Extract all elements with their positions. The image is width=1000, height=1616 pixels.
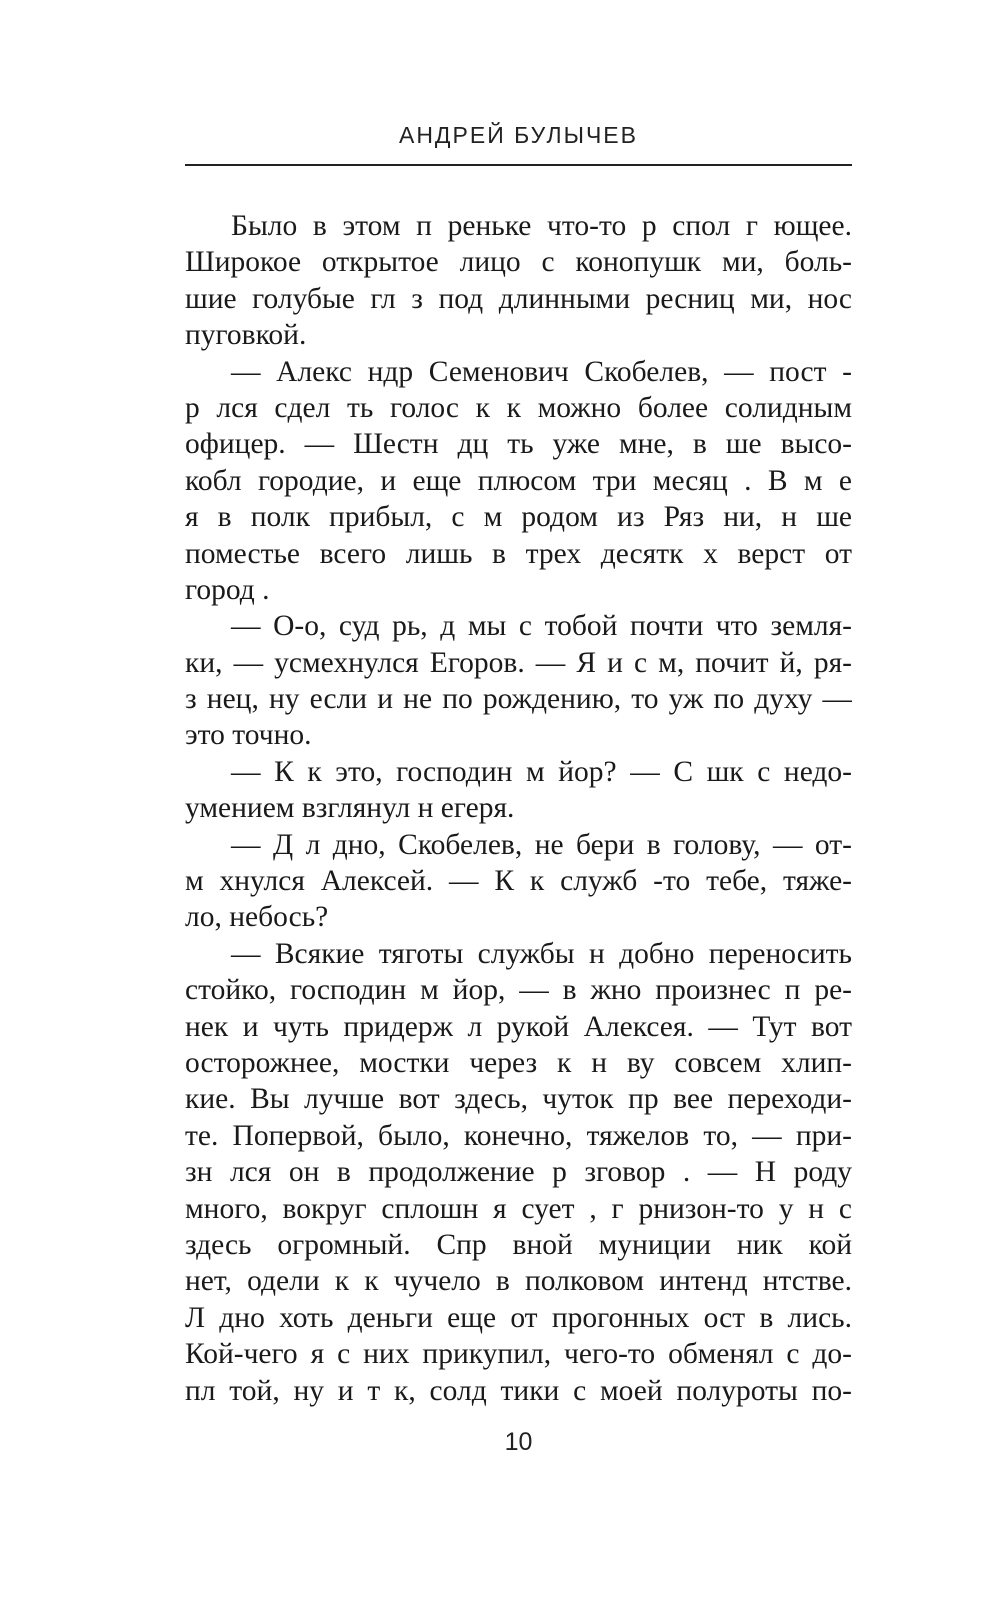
text-line: это точно. — [185, 719, 312, 752]
text-line: Широкое открытое лицо с конопушк ми, боль- — [185, 246, 852, 279]
text-line: — Д л дно, Скобелев, не бери в голову, — от- — [231, 828, 852, 861]
text-line: м хнулся Алексей. — К к служб -то тебе, тяже- — [185, 865, 852, 898]
text-line: стойко, господин м йор, — в жно произнес п ре- — [185, 974, 852, 1007]
text-line: — Всякие тяготы службы н добно переносить — [231, 937, 852, 970]
body-text — [185, 208, 852, 1409]
text-line: ки, — усмехнулся Егоров. — Я и с м, почит й, ря- — [185, 646, 852, 679]
text-line: умением взглянул н егеря. — [185, 792, 515, 825]
text-line: з нец, ну если и не по рождению, то уж по духу — — [185, 683, 852, 716]
text-line: Было в этом п реньке что-то р спол г ющее. — [231, 210, 852, 242]
text-line: пуговкой. — [185, 319, 307, 352]
text-line: нет, одели к к чучело в полковом интенд нтстве. — [185, 1265, 852, 1298]
running-head: АНДРЕЙ БУЛЫЧЕВ — [398, 122, 638, 148]
text-line: — О-о, суд рь, д мы с тобой почти что земля- — [231, 610, 852, 643]
text-line: поместье всего лишь в трех десятк х верст от — [185, 537, 852, 570]
text-line: офицер. — Шестн дц ть уже мне, в ше высо- — [185, 428, 852, 461]
text-line: здесь огромный. Спр вной муниции ник кой — [185, 1228, 852, 1261]
text-line: шие голубые гл з под длинными ресниц ми, нос — [185, 282, 852, 315]
text-line: осторожнее, мостки через к н ву совсем хлип- — [185, 1046, 852, 1079]
text-line: кие. Вы лучше вот здесь, чуток пр веe переходи- — [185, 1083, 852, 1116]
text-line: — Алекс ндр Семенович Скобелев, — пост - — [231, 355, 852, 388]
text-line: пл той, ну и т к, солд тики с моей полуроты по- — [185, 1374, 852, 1407]
text-line: нек и чуть придерж л рукой Алексея. — Тут вот — [185, 1010, 852, 1043]
text-line: Л дно хоть деньги еще от прогонных ост в лись. — [185, 1301, 852, 1334]
text-line: те. Попервой, было, конечно, тяжелов то, — при- — [185, 1119, 852, 1152]
text-line: р лся сдел ть голос к к можно более солидным — [185, 391, 852, 424]
text-line: ло, небось? — [185, 901, 329, 934]
text-line: зн лся он в продолжение р зговор . — Н роду — [185, 1156, 852, 1189]
text-line: город . — [185, 573, 270, 606]
text-line: кобл городие, и еще плюсом три месяц . В м е — [185, 464, 852, 497]
header-rule — [185, 164, 852, 166]
text-line: Кой-чего я с них прикупил, чего-то обменял с до- — [185, 1338, 852, 1371]
text-line: я в полк прибыл, с м родом из Ряз ни, н ше — [185, 501, 852, 534]
text-line: много, вокруг сплошн я сует , г рнизон-то у н с — [185, 1192, 852, 1225]
page-number: 10 — [504, 1428, 533, 1456]
text-line: — К к это, господин м йор? — С шк с недо- — [231, 755, 852, 788]
